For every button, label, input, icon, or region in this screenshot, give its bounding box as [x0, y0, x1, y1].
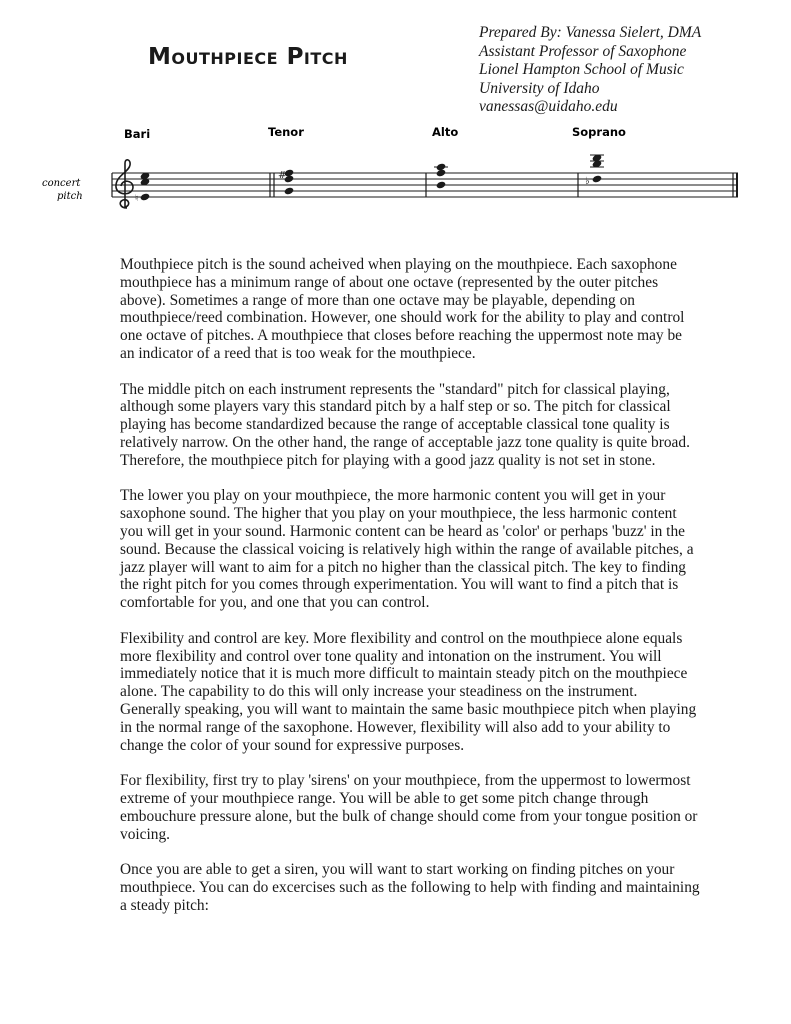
music-staff — [0, 118, 791, 218]
instrument-label-alto: Alto — [432, 125, 459, 139]
treble-clef-icon — [116, 160, 133, 208]
author-university: University of Idaho — [479, 79, 600, 97]
paragraph-5: For flexibility, first try to play 'sirens' on your mouthpiece, from the uppermost to lowermost extreme of your mouthpiece range. You will be able to get some pitch change through embouchure pressure alone, but the bulk of change should come from your tongue position or voicing. — [120, 772, 698, 843]
paragraph-3: The lower you play on your mouthpiece, the more harmonic content you will get in your saxophone sound. The higher that you play on your mouthpiece, the less harmonic content you will get in your sound. Harmonic content can be heard as 'color' or perhaps 'buzz' in the sound. Because the classical voicing is relatively high within the range of available pitches, a jazz player will want to aim for a pitch no higher than the classical pitch. The key to finding the right pitch for you comes through experimentation. You will want to find a pitch that is comfortable for you, and one that you can control. — [120, 487, 694, 612]
instrument-label-soprano: Soprano — [572, 125, 626, 139]
paragraph-1: Mouthpiece pitch is the sound acheived when playing on the mouthpiece. Each saxophone mouthpiece has a minimum range of about one octave (represented by the outer pitches above). Sometimes a range of more than one octave may be playable, depending on mouthpiece/reed combination. However, one should work for the ability to play and control one octave of pitches. A mouthpiece that closes before reaching the uppermost note may be an indicator of a reed that is too weak for the mouthpiece. — [120, 256, 685, 362]
author-block — [479, 24, 779, 117]
page-title: Mouthpiece Pitch — [148, 44, 348, 70]
author-email: vanessas@uidaho.edu — [479, 98, 618, 115]
bari-notes — [135, 172, 150, 204]
svg-text:♭: ♭ — [585, 176, 590, 187]
staff-lines — [112, 173, 738, 197]
paragraph-6: Once you are able to get a siren, you will want to start working on finding pitches on your mouthpiece. You can do excercises such as the following to help with finding and maintaining a steady pitch: — [120, 861, 700, 914]
svg-text:#: # — [278, 170, 287, 181]
concert-label: concert — [42, 178, 81, 189]
author-position: Assistant Professor of Saxophone — [479, 42, 687, 60]
pitch-label: pitch — [57, 191, 83, 202]
svg-text:♮: ♮ — [135, 194, 139, 204]
body-text — [120, 256, 700, 932]
author-name: Prepared By: Vanessa Sielert, DMA — [479, 24, 702, 41]
author-school: Lionel Hampton School of Music — [479, 61, 684, 78]
paragraph-2: The middle pitch on each instrument represents the "standard" pitch for classical playing, although some players vary this standard pitch by a half step or so. The pitch for classical playing has become standardized because the range of acceptable classical tone quality is relatively narrow. On the other hand, the range of acceptable jazz tone quality is quite broad. Therefore, the mouthpiece pitch for playing with a good jazz quality is not set in stone. — [120, 380, 690, 469]
instrument-label-tenor: Tenor — [268, 125, 304, 139]
soprano-notes — [585, 154, 604, 187]
paragraph-4: Flexibility and control are key. More flexibility and control on the mouthpiece alone equals more flexibility and control over tone quality and intonation on the instrument. You will immediately notice that it is much more difficult to maintain steady pitch on the mouthpiece alone. The capability to do this will only increase your steadiness on the instrument. Generally speaking, you will want to maintain the same basic mouthpiece pitch when playing in the normal range of the saxophone. However, flexibility will also add to your ability to change the color of your sound for expressive purposes. — [120, 629, 697, 754]
instrument-label-bari: Bari — [124, 127, 151, 141]
